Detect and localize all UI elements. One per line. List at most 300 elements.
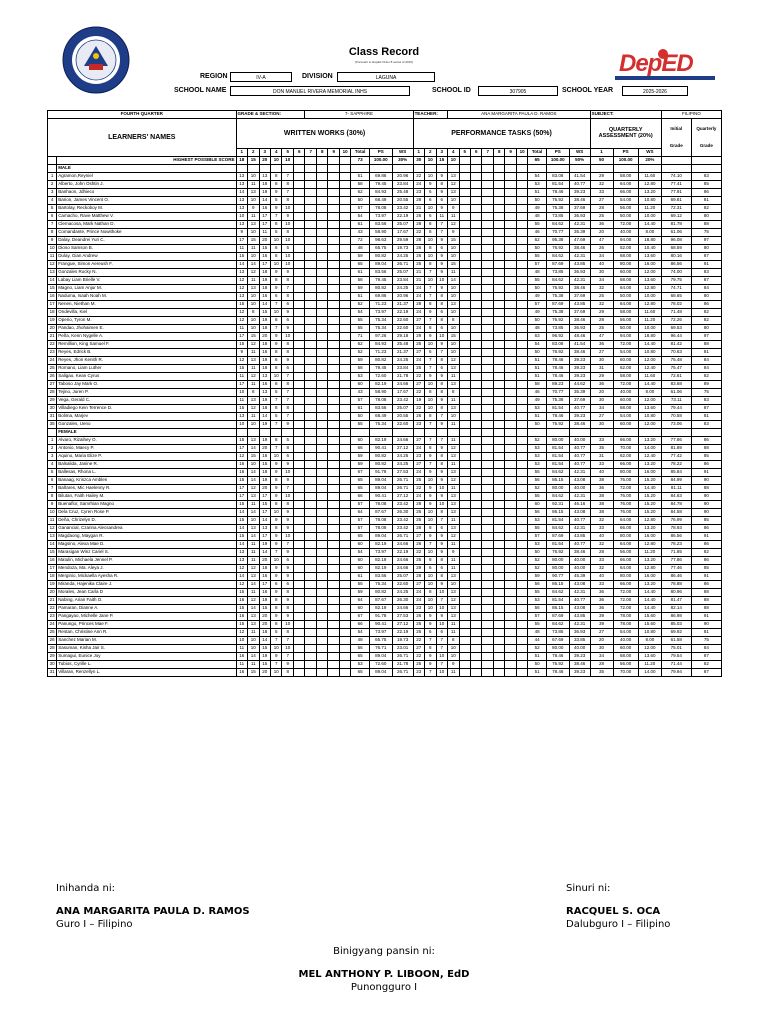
pt-score[interactable]: 9 — [425, 181, 436, 189]
pt-score[interactable]: 9 — [436, 581, 447, 589]
pt-score[interactable] — [482, 269, 493, 277]
pt-score[interactable] — [459, 349, 470, 357]
pt-score[interactable] — [493, 669, 504, 677]
ww-score[interactable] — [305, 325, 316, 333]
ww-score[interactable]: 17 — [236, 237, 247, 245]
pt-score[interactable] — [459, 197, 470, 205]
pt-score[interactable] — [470, 349, 481, 357]
ww-score[interactable] — [316, 333, 327, 341]
ww-score[interactable]: 10 — [248, 229, 259, 237]
pt-score[interactable]: 15 — [448, 237, 459, 245]
pt-score[interactable] — [493, 285, 504, 293]
ww-score[interactable] — [328, 181, 339, 189]
ww-score[interactable]: 12 — [248, 485, 259, 493]
ww-score[interactable]: 8 — [248, 309, 259, 317]
pt-score[interactable] — [493, 405, 504, 413]
pt-score[interactable]: 10 — [425, 597, 436, 605]
pt-score[interactable] — [482, 389, 493, 397]
pt-score[interactable] — [459, 341, 470, 349]
pt-score[interactable]: 13 — [448, 189, 459, 197]
pt-score[interactable] — [505, 541, 516, 549]
ww-score[interactable] — [293, 621, 305, 629]
ww-score[interactable]: 10 — [282, 221, 293, 229]
pt-score[interactable] — [516, 213, 527, 221]
ww-score[interactable] — [316, 501, 327, 509]
pt-score[interactable] — [493, 589, 504, 597]
pt-score[interactable] — [459, 309, 470, 317]
ww-score[interactable]: 7 — [271, 445, 282, 453]
pt-score[interactable] — [516, 253, 527, 261]
ww-score[interactable]: 9 — [271, 589, 282, 597]
pt-score[interactable] — [505, 341, 516, 349]
ww-score[interactable]: 7 — [282, 173, 293, 181]
pt-score[interactable]: 7 — [436, 597, 447, 605]
ww-score[interactable] — [293, 277, 305, 285]
pt-score[interactable] — [482, 557, 493, 565]
pt-score[interactable] — [470, 517, 481, 525]
ww-score[interactable] — [328, 541, 339, 549]
pt-score[interactable]: 9 — [436, 421, 447, 429]
ww-score[interactable] — [328, 237, 339, 245]
ww-score[interactable]: 20 — [259, 621, 270, 629]
ww-score[interactable]: 14 — [259, 637, 270, 645]
ww-score[interactable]: 12 — [248, 565, 259, 573]
pt-score[interactable] — [505, 229, 516, 237]
ww-score[interactable] — [328, 581, 339, 589]
ww-score[interactable] — [293, 229, 305, 237]
pt-score[interactable]: 8 — [436, 509, 447, 517]
qa-score[interactable]: 34 — [590, 405, 613, 413]
pt-score[interactable] — [493, 661, 504, 669]
ww-score[interactable] — [305, 493, 316, 501]
ww-score[interactable]: 6 — [282, 581, 293, 589]
ww-score[interactable]: 10 — [282, 621, 293, 629]
pt-score[interactable] — [493, 173, 504, 181]
ww-score[interactable] — [305, 373, 316, 381]
ww-score[interactable] — [293, 445, 305, 453]
pt-score[interactable]: 8 — [425, 589, 436, 597]
ww-score[interactable] — [293, 333, 305, 341]
ww-score[interactable]: 9 — [271, 189, 282, 197]
pt-score[interactable] — [459, 229, 470, 237]
pt-score[interactable]: 8 — [425, 245, 436, 253]
ww-score[interactable]: 9 — [271, 517, 282, 525]
pt-score[interactable] — [516, 541, 527, 549]
pt-score[interactable]: 8 — [436, 381, 447, 389]
ww-score[interactable]: 17 — [236, 333, 247, 341]
ww-score[interactable]: 18 — [259, 341, 270, 349]
pt-score[interactable] — [482, 309, 493, 317]
ww-score[interactable]: 15 — [248, 669, 259, 677]
qa-score[interactable]: 29 — [590, 373, 613, 381]
pt-score[interactable] — [516, 189, 527, 197]
pt-score[interactable] — [470, 605, 481, 613]
pt-score[interactable]: 27 — [413, 533, 424, 541]
pt-score[interactable]: 6 — [436, 565, 447, 573]
pt-score[interactable]: 7 — [425, 461, 436, 469]
pt-score[interactable] — [505, 317, 516, 325]
ww-score[interactable] — [293, 181, 305, 189]
ww-score[interactable] — [339, 325, 350, 333]
ww-score[interactable] — [293, 605, 305, 613]
ww-score[interactable]: 18 — [259, 325, 270, 333]
ww-score[interactable] — [293, 373, 305, 381]
ww-score[interactable]: 9 — [282, 421, 293, 429]
ww-score[interactable]: 6 — [282, 301, 293, 309]
pt-score[interactable]: 21 — [413, 277, 424, 285]
pt-score[interactable] — [482, 629, 493, 637]
pt-score[interactable] — [516, 501, 527, 509]
ww-score[interactable]: 8 — [271, 597, 282, 605]
pt-score[interactable]: 28 — [413, 301, 424, 309]
pt-score[interactable]: 10 — [436, 485, 447, 493]
ww-score[interactable] — [328, 533, 339, 541]
qa-score[interactable]: 38 — [590, 493, 613, 501]
pt-score[interactable]: 10 — [436, 605, 447, 613]
qa-score[interactable]: 38 — [590, 501, 613, 509]
pt-score[interactable] — [516, 453, 527, 461]
pt-score[interactable] — [482, 229, 493, 237]
pt-score[interactable]: 10 — [436, 589, 447, 597]
ww-score[interactable]: 11 — [248, 589, 259, 597]
pt-score[interactable] — [482, 205, 493, 213]
qa-score[interactable]: 33 — [590, 525, 613, 533]
ww-score[interactable] — [316, 645, 327, 653]
pt-score[interactable]: 9 — [436, 469, 447, 477]
pt-score[interactable] — [482, 605, 493, 613]
pt-score[interactable] — [493, 389, 504, 397]
pt-score[interactable]: 7 — [425, 285, 436, 293]
pt-score[interactable] — [470, 245, 481, 253]
ww-score[interactable] — [305, 293, 316, 301]
ww-score[interactable]: 8 — [282, 349, 293, 357]
ww-score[interactable]: 8 — [271, 173, 282, 181]
ww-score[interactable] — [328, 245, 339, 253]
pt-score[interactable] — [482, 357, 493, 365]
ww-score[interactable]: 9 — [282, 525, 293, 533]
ww-score[interactable]: 13 — [248, 221, 259, 229]
qa-score[interactable]: 30 — [590, 357, 613, 365]
pt-score[interactable]: 24 — [413, 309, 424, 317]
ww-score[interactable]: 5 — [282, 245, 293, 253]
ww-score[interactable] — [339, 565, 350, 573]
pt-score[interactable] — [482, 653, 493, 661]
qa-score[interactable]: 33 — [590, 581, 613, 589]
pt-score[interactable]: 7 — [425, 437, 436, 445]
pt-score[interactable] — [516, 261, 527, 269]
pt-score[interactable] — [459, 541, 470, 549]
ww-score[interactable] — [293, 645, 305, 653]
ww-score[interactable]: 11 — [236, 373, 247, 381]
qa-score[interactable]: 29 — [590, 309, 613, 317]
pt-score[interactable]: 6 — [425, 565, 436, 573]
pt-score[interactable]: 10 — [436, 653, 447, 661]
pt-score[interactable] — [505, 293, 516, 301]
ww-score[interactable] — [339, 485, 350, 493]
pt-score[interactable] — [470, 645, 481, 653]
ww-score[interactable]: 15 — [236, 301, 247, 309]
ww-score[interactable]: 7 — [271, 325, 282, 333]
pt-score[interactable]: 22 — [413, 389, 424, 397]
ww-score[interactable] — [328, 293, 339, 301]
ww-score[interactable] — [328, 421, 339, 429]
pt-score[interactable]: 11 — [436, 213, 447, 221]
pt-score[interactable] — [493, 357, 504, 365]
ww-score[interactable]: 8 — [282, 445, 293, 453]
pt-score[interactable]: 25 — [413, 629, 424, 637]
ww-score[interactable] — [328, 605, 339, 613]
ww-score[interactable]: 5 — [282, 437, 293, 445]
ww-score[interactable]: 9 — [282, 613, 293, 621]
pt-score[interactable]: 26 — [413, 541, 424, 549]
ww-score[interactable]: 8 — [271, 605, 282, 613]
ww-score[interactable] — [316, 597, 327, 605]
ww-score[interactable] — [328, 269, 339, 277]
pt-score[interactable] — [493, 477, 504, 485]
ww-score[interactable] — [293, 285, 305, 293]
pt-score[interactable] — [470, 341, 481, 349]
qa-score[interactable]: 27 — [590, 197, 613, 205]
pt-score[interactable] — [493, 573, 504, 581]
pt-score[interactable]: 6 — [425, 213, 436, 221]
pt-score[interactable]: 6 — [436, 325, 447, 333]
ww-score[interactable]: 9 — [271, 333, 282, 341]
ww-score[interactable] — [305, 237, 316, 245]
ww-score[interactable] — [328, 213, 339, 221]
pt-score[interactable]: 9 — [436, 549, 447, 557]
ww-score[interactable]: 11 — [236, 661, 247, 669]
ww-score[interactable]: 10 — [271, 509, 282, 517]
ww-score[interactable]: 13 — [236, 293, 247, 301]
ww-score[interactable]: 10 — [282, 237, 293, 245]
pt-score[interactable]: 27 — [413, 461, 424, 469]
pt-score[interactable]: 8 — [436, 181, 447, 189]
pt-score[interactable]: 8 — [436, 405, 447, 413]
ww-score[interactable]: 9 — [282, 597, 293, 605]
ww-score[interactable] — [328, 405, 339, 413]
pt-score[interactable] — [505, 517, 516, 525]
pt-score[interactable]: 13 — [448, 589, 459, 597]
ww-score[interactable] — [293, 389, 305, 397]
ww-score[interactable] — [339, 421, 350, 429]
pt-score[interactable] — [470, 477, 481, 485]
qa-score[interactable]: 28 — [590, 549, 613, 557]
ww-score[interactable] — [305, 381, 316, 389]
ww-score[interactable] — [305, 437, 316, 445]
pt-score[interactable] — [482, 285, 493, 293]
pt-score[interactable] — [516, 517, 527, 525]
ww-score[interactable] — [293, 205, 305, 213]
ww-score[interactable] — [316, 469, 327, 477]
pt-score[interactable] — [482, 501, 493, 509]
pt-score[interactable]: 8 — [425, 301, 436, 309]
ww-score[interactable] — [293, 437, 305, 445]
ww-score[interactable]: 8 — [282, 605, 293, 613]
ww-score[interactable]: 14 — [248, 445, 259, 453]
ww-score[interactable]: 12 — [236, 565, 247, 573]
ww-score[interactable]: 9 — [271, 205, 282, 213]
ww-score[interactable]: 10 — [271, 669, 282, 677]
ww-score[interactable]: 8 — [271, 477, 282, 485]
pt-score[interactable] — [470, 229, 481, 237]
ww-score[interactable]: 18 — [259, 565, 270, 573]
pt-score[interactable] — [516, 653, 527, 661]
pt-score[interactable] — [482, 221, 493, 229]
ww-score[interactable] — [305, 533, 316, 541]
ww-score[interactable] — [316, 621, 327, 629]
pt-score[interactable] — [459, 205, 470, 213]
ww-score[interactable]: 15 — [259, 645, 270, 653]
ww-score[interactable]: 17 — [259, 221, 270, 229]
pt-score[interactable] — [470, 493, 481, 501]
pt-score[interactable] — [505, 557, 516, 565]
ww-score[interactable]: 17 — [259, 581, 270, 589]
ww-score[interactable]: 19 — [259, 477, 270, 485]
ww-score[interactable] — [316, 533, 327, 541]
pt-score[interactable]: 9 — [425, 613, 436, 621]
pt-score[interactable] — [470, 637, 481, 645]
ww-score[interactable]: 10 — [248, 637, 259, 645]
pt-score[interactable] — [482, 421, 493, 429]
ww-score[interactable] — [293, 613, 305, 621]
pt-score[interactable]: 10 — [436, 669, 447, 677]
pt-score[interactable] — [505, 325, 516, 333]
ww-score[interactable]: 13 — [259, 525, 270, 533]
ww-score[interactable]: 9 — [282, 213, 293, 221]
ww-score[interactable]: 9 — [236, 349, 247, 357]
ww-score[interactable] — [328, 309, 339, 317]
ww-score[interactable]: 15 — [259, 245, 270, 253]
ww-score[interactable]: 15 — [236, 589, 247, 597]
pt-score[interactable]: 9 — [436, 189, 447, 197]
pt-score[interactable]: 8 — [425, 557, 436, 565]
ww-score[interactable] — [305, 501, 316, 509]
ww-score[interactable] — [293, 365, 305, 373]
pt-score[interactable] — [470, 469, 481, 477]
qa-score[interactable]: 40 — [590, 533, 613, 541]
pt-score[interactable] — [470, 613, 481, 621]
ww-score[interactable]: 11 — [236, 325, 247, 333]
ww-score[interactable] — [339, 453, 350, 461]
ww-score[interactable]: 6 — [271, 245, 282, 253]
qa-score[interactable]: 36 — [590, 485, 613, 493]
ww-score[interactable]: 16 — [259, 349, 270, 357]
pt-score[interactable] — [516, 573, 527, 581]
ww-score[interactable]: 9 — [271, 541, 282, 549]
pt-score[interactable]: 13 — [448, 613, 459, 621]
ww-score[interactable]: 9 — [236, 229, 247, 237]
ww-score[interactable]: 7 — [271, 213, 282, 221]
pt-score[interactable] — [493, 341, 504, 349]
pt-score[interactable] — [470, 541, 481, 549]
pt-score[interactable] — [516, 181, 527, 189]
ww-score[interactable] — [293, 517, 305, 525]
pt-score[interactable] — [459, 389, 470, 397]
ww-score[interactable] — [305, 669, 316, 677]
ww-score[interactable]: 10 — [236, 421, 247, 429]
pt-score[interactable] — [516, 373, 527, 381]
ww-score[interactable] — [339, 405, 350, 413]
pt-score[interactable] — [470, 669, 481, 677]
pt-score[interactable]: 9 — [425, 493, 436, 501]
pt-score[interactable] — [516, 341, 527, 349]
ww-score[interactable] — [339, 293, 350, 301]
ww-score[interactable] — [316, 509, 327, 517]
ww-score[interactable] — [328, 453, 339, 461]
pt-score[interactable] — [505, 653, 516, 661]
pt-score[interactable] — [516, 445, 527, 453]
ww-score[interactable] — [339, 357, 350, 365]
ww-score[interactable]: 7 — [271, 397, 282, 405]
pt-score[interactable] — [482, 197, 493, 205]
pt-score[interactable] — [459, 493, 470, 501]
pt-score[interactable] — [459, 333, 470, 341]
qa-score[interactable]: 27 — [590, 629, 613, 637]
ww-score[interactable]: 15 — [259, 309, 270, 317]
ww-score[interactable]: 6 — [282, 365, 293, 373]
pt-score[interactable]: 10 — [448, 349, 459, 357]
pt-score[interactable]: 25 — [413, 517, 424, 525]
ww-score[interactable]: 11 — [236, 397, 247, 405]
ww-score[interactable] — [328, 285, 339, 293]
pt-score[interactable] — [493, 629, 504, 637]
ww-score[interactable]: 13 — [259, 173, 270, 181]
pt-score[interactable]: 8 — [436, 461, 447, 469]
pt-score[interactable] — [470, 581, 481, 589]
ww-score[interactable]: 15 — [236, 437, 247, 445]
pt-score[interactable] — [505, 485, 516, 493]
ww-score[interactable]: 13 — [248, 525, 259, 533]
ww-score[interactable] — [316, 389, 327, 397]
qa-score[interactable]: 33 — [590, 461, 613, 469]
ww-score[interactable]: 10 — [248, 325, 259, 333]
pt-score[interactable]: 9 — [436, 285, 447, 293]
pt-score[interactable] — [482, 453, 493, 461]
pt-score[interactable]: 11 — [448, 421, 459, 429]
pt-score[interactable] — [505, 445, 516, 453]
ww-score[interactable] — [339, 245, 350, 253]
pt-score[interactable] — [493, 485, 504, 493]
pt-score[interactable]: 6 — [425, 629, 436, 637]
ww-score[interactable]: 13 — [236, 205, 247, 213]
qa-score[interactable]: 34 — [590, 277, 613, 285]
pt-score[interactable]: 9 — [436, 341, 447, 349]
ww-score[interactable] — [339, 557, 350, 565]
pt-score[interactable]: 11 — [448, 557, 459, 565]
ww-score[interactable] — [316, 613, 327, 621]
pt-score[interactable] — [459, 253, 470, 261]
ww-score[interactable] — [305, 541, 316, 549]
ww-score[interactable]: 8 — [282, 293, 293, 301]
pt-score[interactable]: 10 — [448, 645, 459, 653]
ww-score[interactable] — [293, 301, 305, 309]
pt-score[interactable] — [516, 661, 527, 669]
ww-score[interactable]: 8 — [282, 277, 293, 285]
ww-score[interactable]: 7 — [271, 301, 282, 309]
pt-score[interactable] — [516, 397, 527, 405]
pt-score[interactable] — [516, 557, 527, 565]
pt-score[interactable]: 11 — [448, 629, 459, 637]
qa-score[interactable]: 32 — [590, 517, 613, 525]
qa-score[interactable]: 34 — [590, 653, 613, 661]
ww-score[interactable] — [328, 493, 339, 501]
ww-score[interactable] — [293, 213, 305, 221]
ww-score[interactable]: 9 — [271, 285, 282, 293]
pt-score[interactable] — [493, 245, 504, 253]
pt-score[interactable] — [505, 389, 516, 397]
ww-score[interactable]: 14 — [259, 413, 270, 421]
ww-score[interactable] — [328, 317, 339, 325]
